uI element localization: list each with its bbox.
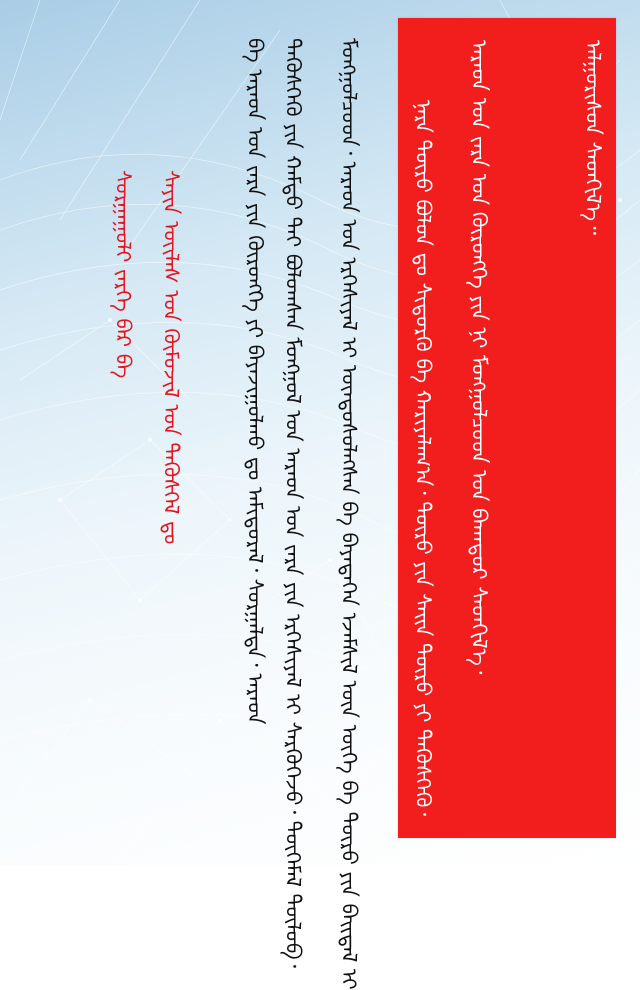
body-text-line: ᠮᠣᠩᠭᠣᠯᠴᠤᠳ᠂ ᠠᠷᠠᠳ ᠤᠨ ᠡᠷᠬᠡᠰᠢᠶᠡᠯ ᠢ ᠦᠨᠳᠦᠰᠦᠯᠡᠭᠰᠡᠨ ᠪᠠ ᠪᠡᠶᠡᠳᠡᠬᠡᠨ ᠡᠵᠡᠮᠰᠢᠯ ᠦᠨ ᠦᠭᠡ ᠪᠠ ᠲᠥᠷᠥ ᠶᠢᠨ ᠪᠠᠢᠳᠠᠯ ᠢ [337, 38, 361, 990]
body-text-line: ᠲᠡᠭᠦᠰᠭᠡᠬᠦ ᠶᠢᠨ ᠬᠠᠮᠲᠤ ᠲᠠᠢ ᠪᠣᠯᠤᠭᠰᠠᠨ ᠮᠣᠩᠭᠣᠯ ᠤᠨ ᠠᠷᠠᠳ ᠤᠨ ᠵᠠᠷᠠ ᠶᠢᠨ ᠡᠷᠬᠡᠰᠢᠶᠡᠯ ᠢ ᠰᠡᠷᠭᠦᠭᠡᠵᠦ᠂ ᠲᠦᠭᠡᠮᠡᠯ ᠲᠥᠯᠥᠪ᠂ [281, 38, 305, 969]
red-text-line: ᠰᠤᠷᠭᠠᠭᠤᠯᠢ ᠵᠡᠷᠭᠡ ᠪᠠᠷ ᠪᠠ [111, 170, 135, 379]
body-text-line: ᠪᠠ ᠠᠷᠠᠳ ᠤᠨ ᠵᠠᠷᠠ ᠶᠢᠨ ᠬᠦᠷᠦᠩᠭᠡ ᠶᠢ ᠪᠠᠶᠠᠵᠢᠭᠤᠯᠬᠤ ᠳᠤ ᠠᠮᠢᠳᠤᠷᠠᠯ᠂ ᠰᠤᠷᠭᠠᠯᠲᠠ᠂ ᠠᠷᠠᠳ [243, 38, 267, 725]
red-text-line: ᠰᠠᠶᠢᠨ ᠦᠢᠯᠡᠰ ᠤᠨ ᠬᠦᠮᠦᠵᠢᠯ ᠤᠨ ᠲᠡᠭᠦᠰᠬᠡᠯ ᠳᠤ [159, 170, 183, 545]
panel-text-line: ᠨᠡᠷᠡ ᠲᠥᠷᠥ ᠪᠣᠯᠤᠨ ᠳᠤ ᠰᠢᠳᠦᠷᠭᠦ ᠪᠠ ᠬᠠᠷᠢᠶᠠᠯᠠᠭ᠎ᠠ᠂ ᠲᠥᠷᠥ ᠶᠢᠨ ᠰᠠᠢᠨ ᠲᠥᠷᠥ ᠶᠢ ᠲᠡᠭᠦᠰᠭᠡᠬᠦ᠂ [411, 100, 435, 816]
panel-text-line: ᠠᠯᠭᠣᠷᠢᠰᠤᠨ ᠰᠡᠳᠭᠢᠯ᠎ᠡ᠃ [581, 40, 605, 235]
panel-text-line: ᠠᠷᠠᠳ ᠤᠨ ᠵᠠᠷᠠ ᠤᠨ ᠬᠦᠷᠦᠩᠭᠡ ᠶᠢᠨ ᠨᠢ ᠮᠣᠩᠭᠣᠯᠴᠤᠳ ᠤᠨ ᠪᠠᠬᠠᠳᠤᠷ ᠰᠡᠳᠭᠢᠯ᠎ᠡ᠂ [467, 40, 491, 675]
